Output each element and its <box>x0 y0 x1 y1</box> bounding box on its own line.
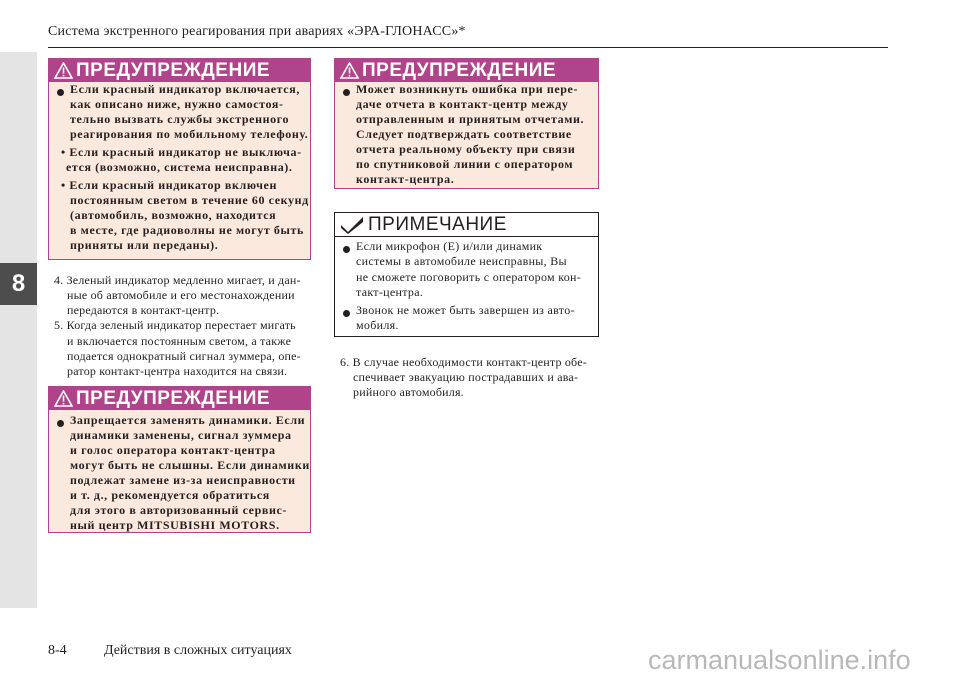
watermark: carmanualsonline.info <box>648 645 911 675</box>
note-line: системы в автомобиле неисправны, Вы <box>356 254 567 268</box>
warning-line: Может возникнуть ошибка при пере- <box>356 82 579 96</box>
side-tab-strip <box>0 52 37 608</box>
step-5-line: подается однократный сигнал зуммера, опе- <box>67 349 301 363</box>
step-5-line: ратор контакт-центра находится на связи. <box>67 364 288 378</box>
warning-box-2 <box>48 386 311 533</box>
warning-line: и голос оператора контакт-центра <box>70 443 276 457</box>
warning-line: приняты или переданы). <box>70 238 219 252</box>
warning-triangle-icon <box>54 390 73 413</box>
warning-line: Запрещается заменять динамики. Если <box>70 413 306 427</box>
warning-line: отчета реальному объекту при связи <box>356 142 576 156</box>
note-header <box>335 213 598 237</box>
chapter-tab[interactable]: 8 <box>0 263 37 305</box>
note-line: мобиля. <box>356 318 399 332</box>
warning-line: ется (возможно, система неисправна). <box>66 160 293 174</box>
note-box <box>334 212 599 337</box>
bullet-dot <box>343 243 356 259</box>
warning-line: для этого в авторизованный сервис- <box>70 503 287 517</box>
step-5-line: 5. Когда зеленый индикатор перестает мигать <box>54 318 296 332</box>
warning-line: по спутниковой линии с оператором <box>356 157 574 171</box>
page-header-title: Система экстренного реагирования при авариях «ЭРА-ГЛОНАСС»* <box>48 24 466 39</box>
warning-line: (автомобиль, возможно, находится <box>70 208 277 222</box>
section-title: Действия в сложных ситуациях <box>104 643 292 658</box>
warning-line: • Если красный индикатор включен <box>61 178 277 192</box>
header-divider <box>48 47 888 48</box>
note-label: ПРИМЕЧАНИЕ <box>368 214 507 235</box>
warning-label: ПРЕДУПРЕЖДЕНИЕ <box>76 60 271 81</box>
step-5-line: и включается постоянным светом, а также <box>67 334 292 348</box>
warning-line: могут быть не слышны. Если динамики <box>70 458 310 472</box>
bullet-dot <box>57 86 70 101</box>
warning-line: отправленным и принятым отчетами. <box>356 112 585 126</box>
warning-box-1 <box>48 58 311 260</box>
note-line: такт-центра. <box>356 285 424 299</box>
note-line: Звонок не может быть завершен из авто- <box>356 303 575 317</box>
warning-header <box>49 387 310 410</box>
warning-box-3 <box>334 58 599 189</box>
step-4-line: 4. Зеленый индикатор медленно мигает, и дан- <box>54 273 301 287</box>
step-4-line: ные об автомобиле и его местонахождении <box>67 288 295 302</box>
step-6-line: спечивает эвакуацию пострадавших и ава- <box>353 370 579 384</box>
warning-label: ПРЕДУПРЕЖДЕНИЕ <box>76 388 271 409</box>
step-6-line: 6. В случае необходимости контакт-центр обе- <box>340 355 587 369</box>
warning-line: в месте, где радиоволны не могут быть <box>70 223 304 237</box>
warning-line: ный центр MITSUBISHI MOTORS. <box>70 518 280 532</box>
warning-header <box>335 59 598 82</box>
warning-label: ПРЕДУПРЕЖДЕНИЕ <box>362 60 557 81</box>
warning-line: даче отчета в контакт-центр между <box>356 97 569 111</box>
warning-line: тельно вызвать службы экстренного <box>70 112 290 126</box>
warning-line: постоянным светом в течение 60 секунд <box>70 193 309 207</box>
warning-line: как описано ниже, нужно самостоя- <box>70 97 284 111</box>
warning-line: Следует подтверждать соответствие <box>356 127 572 141</box>
note-line: не сможете поговорить с оператором кон- <box>356 270 582 284</box>
bullet-dot <box>343 307 356 323</box>
warning-line: подлежат замене из-за неисправности <box>70 473 296 487</box>
warning-line: контакт-центра. <box>356 172 455 186</box>
warning-line: реагирования по мобильному телефону. <box>70 127 309 141</box>
warning-line: динамики заменены, сигнал зуммера <box>70 428 292 442</box>
bullet-dot <box>343 86 356 101</box>
warning-header <box>49 59 310 82</box>
warning-line: и т. д., рекомендуется обратиться <box>70 488 270 502</box>
page-number: 8-4 <box>48 643 67 658</box>
note-line: Если микрофон (E) и/или динамик <box>356 239 543 253</box>
step-6-line: рийного автомобиля. <box>353 385 464 399</box>
checkmark-icon <box>340 216 364 239</box>
warning-line: • Если красный индикатор не выключа- <box>61 145 302 159</box>
warning-line: Если красный индикатор включается, <box>70 82 300 96</box>
bullet-dot <box>57 417 70 432</box>
step-4-line: передаются в контакт-центр. <box>67 303 220 317</box>
